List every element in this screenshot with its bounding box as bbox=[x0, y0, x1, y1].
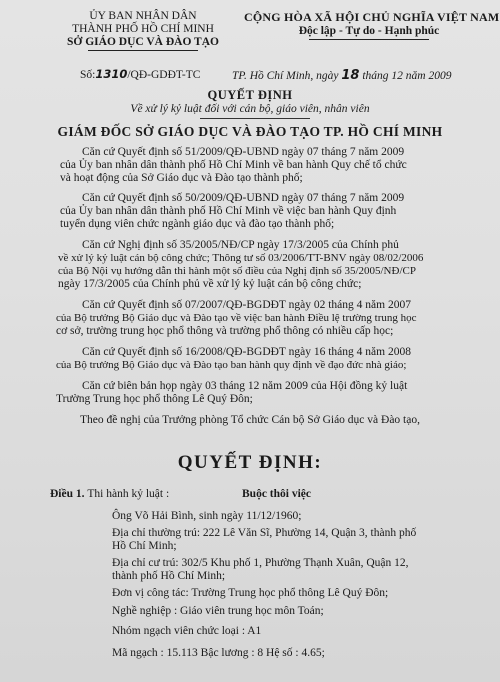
ground-5-line-2: của Bộ trưởng Bộ Giáo dục và Đào tạo ban hành quy định về đạo đức nhà giáo; bbox=[56, 359, 407, 371]
ground-7-line-1: Theo đề nghị của Trưởng phòng Tổ chức Cán bộ Sở Giáo dục và Đào tạo, bbox=[80, 414, 420, 426]
ground-2-line-1: Căn cứ Quyết định số 50/2009/QĐ-UBND ngày 07 tháng 7 năm 2009 bbox=[82, 192, 405, 204]
issuing-agency-block bbox=[48, 10, 238, 51]
detail-workplace: Đơn vị công tác: Trường Trung học phổ thông Lê Quý Đôn; bbox=[112, 587, 389, 599]
ground-3-line-1: Căn cứ Nghị định số 35/2005/NĐ/CP ngày 17/3/2005 của Chính phủ bbox=[82, 239, 399, 251]
decision-heading: QUYẾT ĐỊNH: bbox=[177, 452, 323, 473]
article-label: Điều 1. bbox=[50, 488, 85, 500]
national-motto: Độc lập - Tự do - Hạnh phúc bbox=[298, 25, 440, 37]
date-place: TP. Hồ Chí Minh, ngày bbox=[232, 70, 339, 82]
ground-4-line-3: cơ sở, trường trung học phổ thông và trường phổ thông có nhiều cấp học; bbox=[56, 325, 394, 337]
number-prefix: Số: bbox=[80, 69, 96, 81]
ground-1-line-1: Căn cứ Quyết định số 51/2009/QĐ-UBND ngày 07 tháng 7 năm 2009 bbox=[82, 146, 405, 158]
number-suffix: /QĐ-GDĐT-TC bbox=[127, 69, 201, 81]
subject-underline bbox=[200, 118, 310, 119]
date-rest: tháng 12 năm 2009 bbox=[362, 70, 452, 82]
ground-3-line-2: về xử lý kỷ luật cán bộ công chức; Thông tư số 03/2006/TT-BNV ngày 08/02/2006 bbox=[58, 252, 424, 264]
ground-6-line-2: Trường Trung học phổ thông Lê Quý Đôn; bbox=[56, 393, 253, 405]
agency-underline bbox=[88, 50, 198, 51]
detail-current-address: Địa chỉ cư trú: 302/5 Khu phố 1, Phường Thạnh Xuân, Quận 12, bbox=[112, 557, 409, 569]
national-header-block bbox=[244, 10, 500, 40]
agency-line-2: THÀNH PHỐ HỒ CHÍ MINH bbox=[72, 23, 214, 35]
number-handwritten: 1310 bbox=[95, 67, 128, 81]
country-name: CỘNG HÒA XÃ HỘI CHỦ NGHĨA VIỆT NAM bbox=[244, 10, 500, 24]
ground-2-line-2: của Ủy ban nhân dân thành phố Hồ Chí Minh về việc ban hành Quy định bbox=[60, 205, 397, 217]
issuing-authority: GIÁM ĐỐC SỞ GIÁO DỤC VÀ ĐÀO TẠO TP. HỒ CHÍ MINH bbox=[57, 124, 443, 139]
agency-line-3: SỞ GIÁO DỤC VÀ ĐÀO TẠO bbox=[67, 36, 219, 48]
detail-occupation: Nghề nghiệp : Giáo viên trung học môn Toán; bbox=[112, 605, 324, 617]
ground-3-line-4: ngày 17/3/2005 của Chính phủ về xử lý kỷ luật cán bộ công chức; bbox=[58, 278, 362, 290]
article-text: Thi hành kỷ luật : bbox=[87, 488, 170, 500]
detail-code-and-salary: Mã ngạch : 15.113 Bậc lương : 8 Hệ số : 4.65; bbox=[112, 647, 325, 659]
ground-1-line-3: và hoạt động của Sở Giáo dục và Đào tạo thành phố; bbox=[60, 172, 303, 184]
detail-permanent-address-cont: Hồ Chí Minh; bbox=[112, 540, 177, 552]
ground-4-line-1: Căn cứ Quyết định số 07/2007/QĐ-BGDĐT ngày 02 tháng 4 năm 2007 bbox=[82, 299, 411, 311]
detail-permanent-address: Địa chỉ thường trú: 222 Lê Văn Sĩ, Phường 14, Quận 3, thành phố bbox=[112, 527, 417, 539]
detail-current-address-cont: thành phố Hồ Chí Minh; bbox=[112, 570, 226, 582]
ground-3-line-3: của Bộ Nội vụ hướng dẫn thi hành một số điều của Nghị định số 35/2005/NĐ/CP bbox=[58, 265, 416, 277]
detail-name: Ông Võ Hải Bình, sinh ngày 11/12/1960; bbox=[112, 510, 302, 522]
date-day-handwritten: 18 bbox=[341, 68, 360, 83]
agency-line-1: ỦY BAN NHÂN DÂN bbox=[89, 10, 197, 22]
ground-1-line-2: của Ủy ban nhân dân thành phố Hồ Chí Minh về ban hành Quy chế tổ chức bbox=[60, 159, 407, 171]
document-title: QUYẾT ĐỊNH bbox=[207, 88, 293, 102]
article-1 bbox=[50, 488, 311, 500]
ground-2-line-3: tuyển dụng viên chức ngành giáo dục và đào tạo thành phố; bbox=[60, 218, 335, 230]
document-number bbox=[80, 67, 200, 81]
detail-civil-servant-group: Nhóm ngạch viên chức loại : A1 bbox=[112, 625, 262, 637]
document-date bbox=[232, 68, 451, 83]
ground-4-line-2: của Bộ trưởng Bộ Giáo dục và Đào tạo về việc ban hành Điều lệ trường trung học bbox=[56, 312, 417, 324]
ground-5-line-1: Căn cứ Quyết định số 16/2008/QĐ-BGDĐT ngày 16 tháng 4 năm 2008 bbox=[82, 346, 411, 358]
motto-underline bbox=[309, 39, 429, 40]
article-penalty: Buộc thôi việc bbox=[242, 488, 312, 500]
document-subject: Về xử lý kỷ luật đối với cán bộ, giáo viên, nhân viên bbox=[130, 103, 370, 115]
ground-6-line-1: Căn cứ biên bản họp ngày 03 tháng 12 năm 2009 của Hội đồng kỷ luật bbox=[82, 380, 408, 392]
